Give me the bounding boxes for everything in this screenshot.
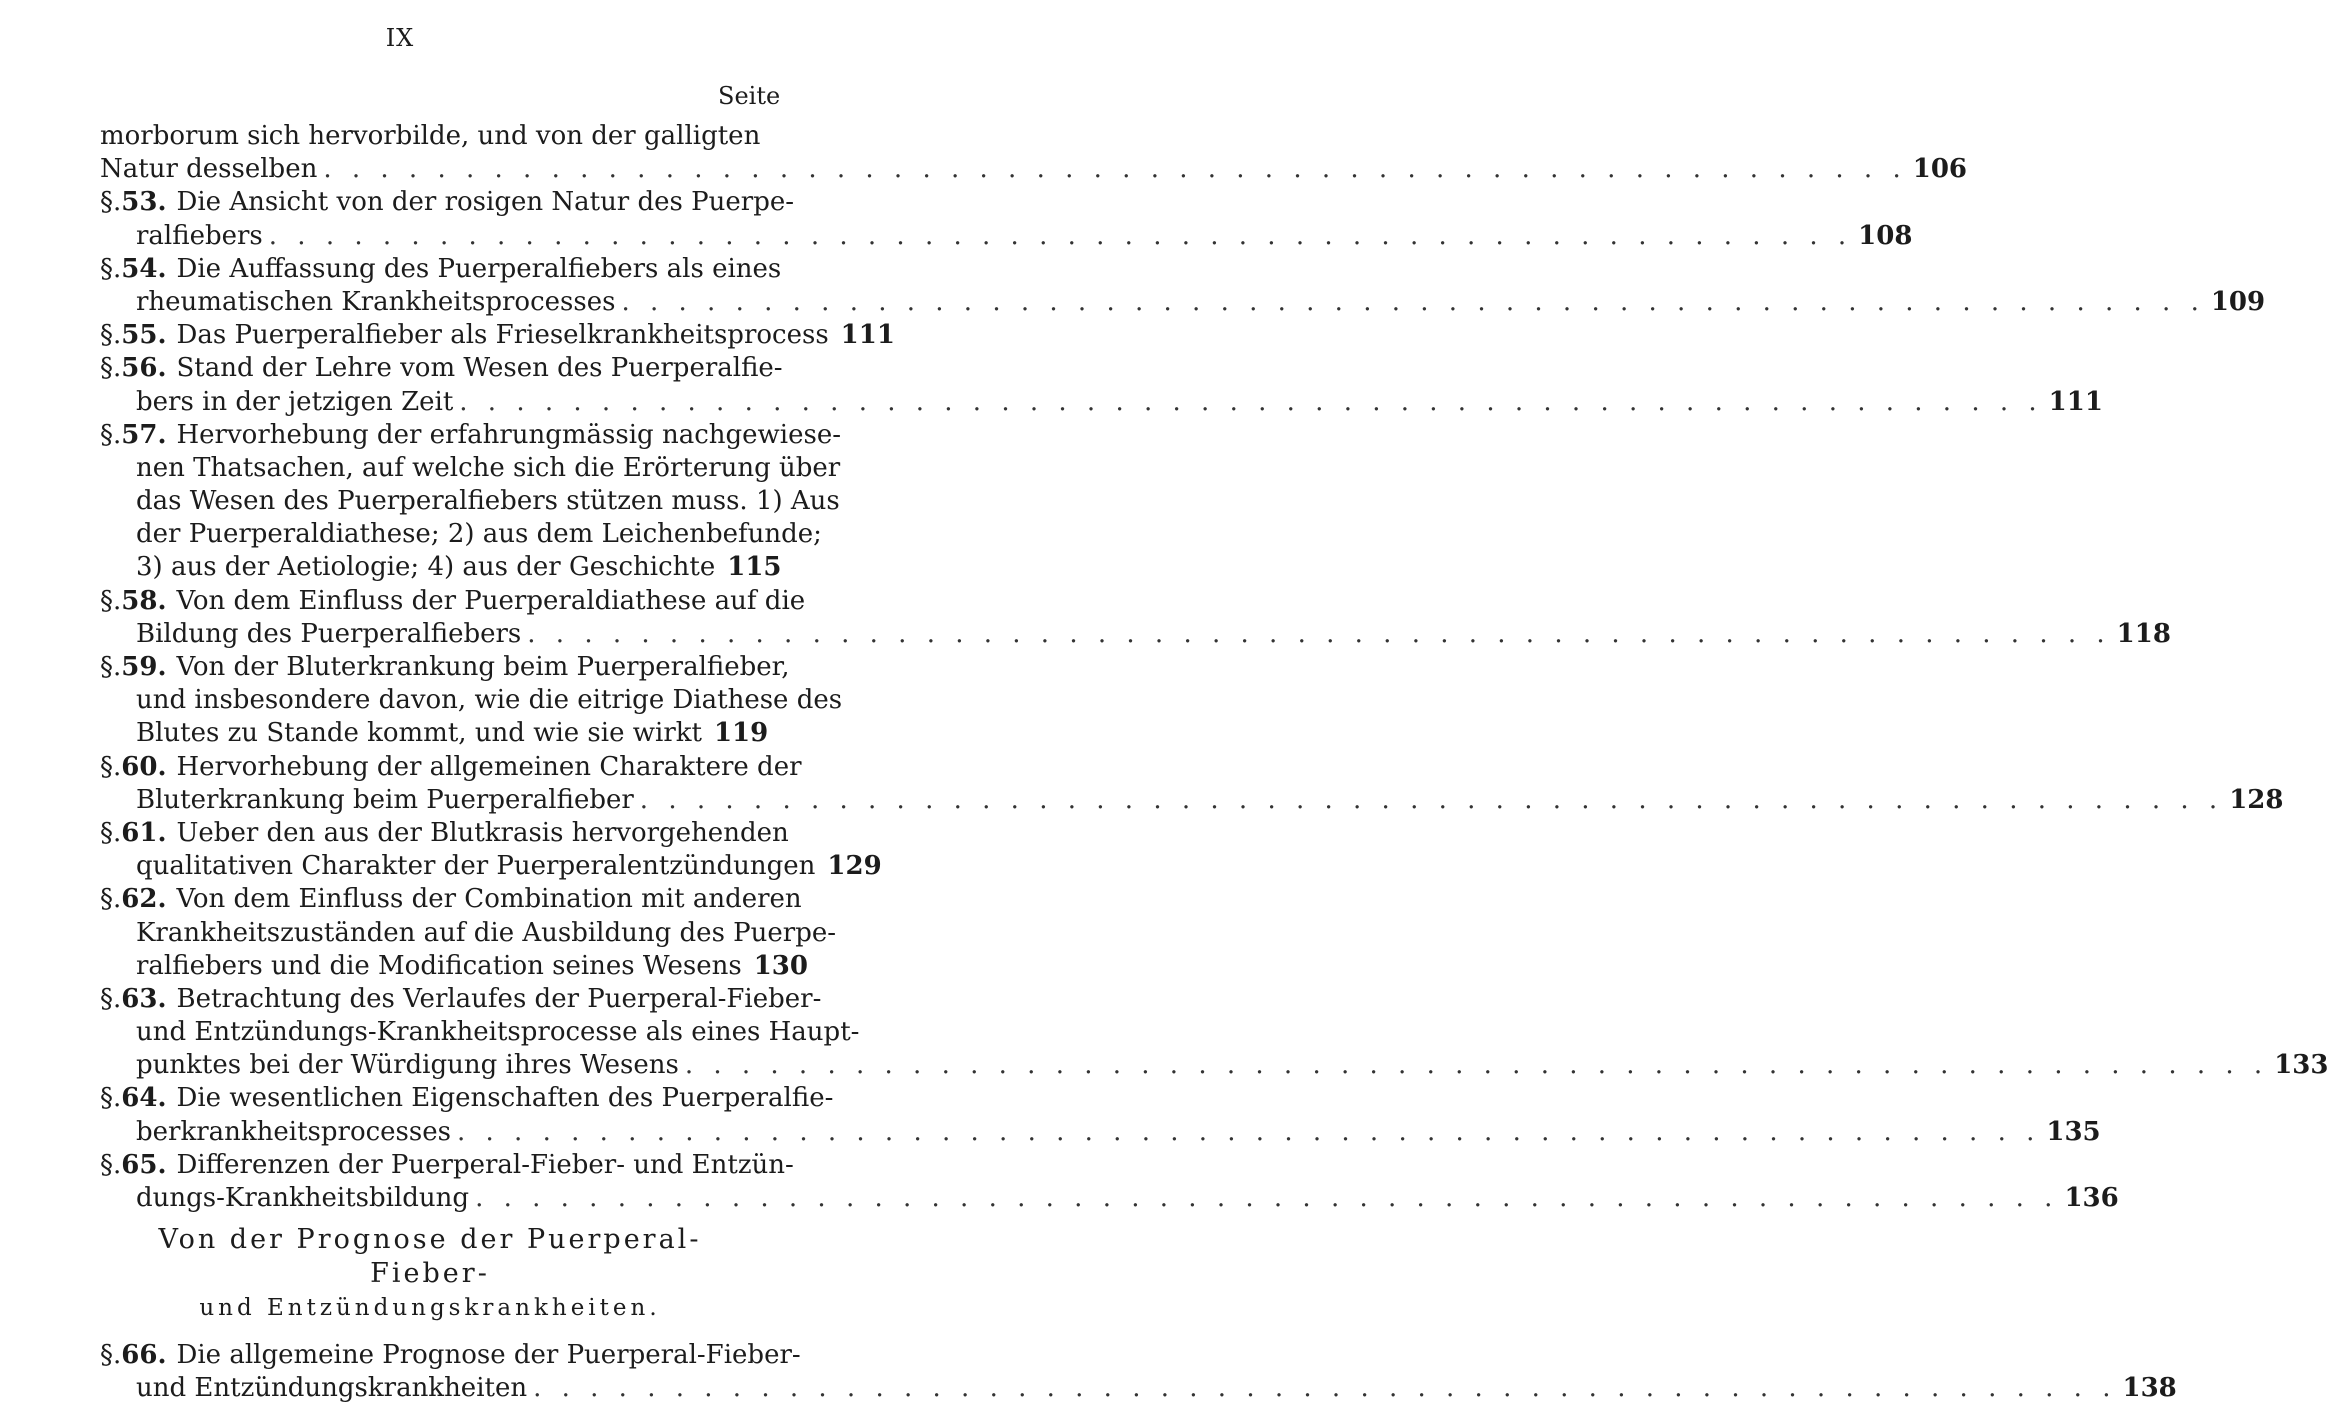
toc-entry-line [100,950,808,983]
toc-entry-line [100,120,760,153]
page-number: IX [385,24,415,52]
toc-entry-line [100,186,795,219]
toc-entry-line [100,883,802,916]
page-column-header: Seite [718,82,781,110]
dot-leader [459,386,2042,419]
dot-leader [640,784,2223,817]
toc-entry [100,883,837,983]
page-reference: 118 [2116,618,2171,649]
page-reference: 136 [2064,1183,2119,1213]
toc-entry-line [100,651,790,684]
toc-entry-line [100,1182,2119,1215]
toc-entry-text: Von dem Einfluss der Puerperaldiathese auf die [176,585,806,616]
toc-entry-line [100,1116,2101,1149]
section-symbol: §. [100,320,122,351]
toc-entry-line [100,717,769,750]
section-number: 63. [121,983,167,1014]
section-symbol: §. [100,751,122,782]
toc-entry-text: Die Ansicht von der rosigen Natur des Puerpe- [176,187,795,218]
section-symbol: §. [100,585,122,616]
page-reference: 115 [727,552,782,583]
toc-entry-text: Blutes zu Stande kommt, und wie sie wirkt [136,718,702,749]
section-number: 57. [121,419,167,450]
toc-entry-text: berkrankheitsprocesses [136,1116,451,1147]
section-number: 62. [121,884,167,915]
toc-entry-line [100,551,782,584]
toc-entry-text: Bildung des Puerperalfiebers [136,618,522,649]
section-number: 58. [121,585,167,616]
toc-entry-text: ralfiebers [136,220,263,251]
toc-entry-text: Bluterkrankung beim Puerperalfieber [136,784,634,815]
toc-entry-line [100,352,783,385]
page-reference: 135 [2046,1116,2101,1147]
section-heading [100,1223,760,1325]
toc-entry-line [100,1082,834,1115]
toc-entry-line [100,1372,2177,1405]
page-reference: 133 [2274,1050,2328,1081]
toc-entry-text: Natur desselben [100,154,318,185]
toc-entry-line [100,618,2171,651]
toc-entry-text: dungs-Krankheitsbildung [136,1183,470,1213]
toc-entry-text: Das Puerperalfieber als Frieselkrankheitsprocess [176,320,829,351]
section-symbol: §. [100,983,122,1014]
page-reference: 128 [2229,784,2284,815]
toc-entry [100,120,1968,186]
dot-leader [533,1372,2116,1405]
page-reference: 129 [827,851,882,882]
page-reference: 106 [1912,154,1968,185]
toc-entry-line [100,220,1913,253]
toc-entry-text: Ueber den aus der Blutkrasis hervorgehenden [176,817,789,848]
toc-entry [100,817,882,883]
toc-entry-text: punktes bei der Würdigung ihres Wesens [136,1050,679,1081]
toc-entry-text: ralfiebers und die Modification seines Wesens [136,950,742,981]
dot-leader [269,220,1852,253]
toc-entry-text: nen Thatsachen, auf welche sich die Erörterung über [136,452,841,483]
toc-entry-line [100,784,2284,817]
section-number: 61. [121,817,167,848]
toc-entry-line [100,153,1968,186]
toc-entry [100,253,2266,319]
page-reference: 108 [1858,220,1913,251]
section-number: 64. [121,1083,167,1114]
dot-leader [323,153,1906,186]
toc-entry [100,352,2103,418]
section-number: 55. [121,320,167,351]
toc-entry-line [100,917,837,950]
toc-entry-line [100,585,806,618]
toc-entry-text: Die allgemeine Prognose der Puerperal-Fieber- [176,1340,801,1371]
toc-entry-line [100,983,822,1016]
toc-entry-text: qualitativen Charakter der Puerperalentzündungen [136,851,816,882]
toc-entry-line [100,386,2103,419]
toc-entry-text: Die Auffassung des Puerperalfiebers als eines [176,253,782,284]
section-number: 53. [121,187,167,218]
toc-entry-text: 3) aus der Aetiologie; 4) aus der Geschichte [136,552,716,583]
toc-entry-line [100,1016,860,1049]
toc-entry-line [100,452,841,485]
toc-entry-text: Von der Bluterkrankung beim Puerperalfieber, [176,652,790,682]
toc-entry-text: und Entzündungskrankheiten [136,1373,528,1404]
toc-entries [100,120,2328,1215]
dot-leader [685,1049,2268,1082]
toc-entries-after-heading [100,1339,2177,1405]
section-symbol: §. [100,1083,122,1114]
section-symbol: §. [100,187,122,218]
toc-entry-line [100,684,843,717]
toc-entry [100,419,842,585]
toc-entry-text: Differenzen der Puerperal-Fieber- und Entzün- [176,1149,794,1180]
toc-entry-text: Stand der Lehre vom Wesen des Puerperalfie- [176,353,783,384]
toc-entry-text: das Wesen des Puerperalfiebers stützen muss. 1) Aus [136,486,840,517]
page-reference: 109 [2210,286,2266,317]
section-number: 56. [121,353,167,384]
toc-entry-line [100,1149,794,1182]
toc-entry-line [100,1339,801,1372]
toc-entry [100,651,843,751]
section-symbol: §. [100,353,122,384]
section-symbol: §. [100,652,122,682]
dot-leader [457,1116,2040,1149]
section-symbol: §. [100,884,122,915]
toc-entry [100,983,2328,1083]
toc-entry-text: Hervorhebung der allgemeinen Charaktere der [176,751,802,782]
section-number: 65. [121,1149,167,1180]
page-reference: 119 [713,718,769,749]
section-number: 54. [121,253,167,284]
toc-entry [100,585,2171,651]
section-number: 66. [121,1340,167,1371]
page-reference: 138 [2122,1373,2177,1404]
table-of-contents [100,120,2328,1406]
toc-entry-line [100,518,822,551]
toc-entry-line [100,485,840,518]
section-symbol: §. [100,419,122,450]
page-reference: 111 [840,320,895,351]
toc-entry-line [100,850,882,883]
section-heading-line-2: und Entzündungskrankheiten. [199,1295,661,1322]
toc-entry-text: und Entzündungs-Krankheitsprocesse als eines Haupt- [136,1017,860,1048]
page-reference: 111 [2048,386,2103,417]
toc-entry-text: Von dem Einfluss der Combination mit anderen [176,884,802,915]
toc-entry-line [100,817,789,850]
section-symbol: §. [100,253,122,284]
section-heading-line-1: Von der Prognose der Puerperal-Fieber- [158,1224,702,1290]
section-number: 59. [121,652,167,682]
toc-entry [100,1339,2177,1405]
toc-entry-text: bers in der jetzigen Zeit [136,386,454,417]
toc-entry-text: Krankheitszuständen auf die Ausbildung des Puerpe- [136,917,837,948]
toc-entry-text: der Puerperaldiathese; 2) aus dem Leichenbefunde; [136,519,822,550]
dot-leader [475,1182,2058,1215]
toc-entry-text: Betrachtung des Verlaufes der Puerperal-Fieber- [176,983,822,1014]
toc-entry [100,751,2284,817]
toc-entry-text: morborum sich hervorbilde, und von der galligten [100,121,761,151]
toc-entry [100,186,1913,252]
toc-entry-line [100,286,2266,319]
page-reference: 130 [753,950,808,981]
toc-entry-line [100,751,802,784]
toc-entry [100,319,895,352]
section-number: 60. [121,751,167,782]
toc-entry-text: Hervorhebung der erfahrungmässig nachgewiese- [176,419,842,450]
toc-entry [100,1149,2119,1215]
toc-entry-line [100,419,842,452]
section-symbol: §. [100,1149,122,1180]
section-symbol: §. [100,1340,122,1371]
toc-entry-text: rheumatischen Krankheitsprocesses [136,286,616,317]
toc-entry [100,1082,2101,1148]
toc-entry-text: Die wesentlichen Eigenschaften des Puerperalfie- [176,1083,834,1114]
toc-entry-text: und insbesondere davon, wie die eitrige Diathese des [136,685,843,716]
dot-leader [527,618,2110,651]
toc-entry-line [100,1049,2328,1082]
toc-entry-line [100,319,895,352]
toc-entry-line [100,253,782,286]
section-symbol: §. [100,817,122,848]
dot-leader [621,286,2204,319]
